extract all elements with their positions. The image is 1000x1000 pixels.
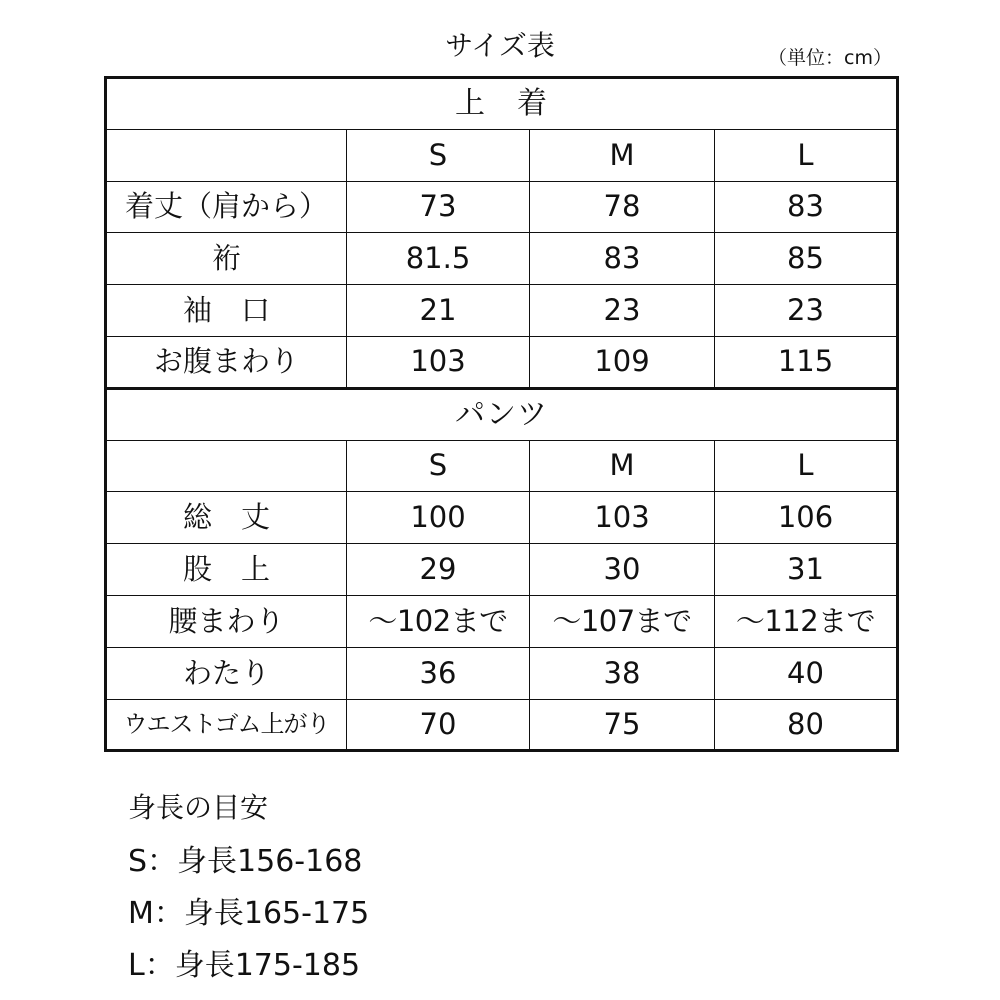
- table-cell: 109: [530, 336, 715, 388]
- table-cell: 83: [530, 233, 715, 285]
- table-cell: 21: [347, 285, 530, 337]
- table-row: [106, 595, 898, 647]
- table-row: [106, 336, 898, 388]
- table-cell: ～112まで: [715, 595, 898, 647]
- row-label-cuff: 袖 口: [106, 285, 347, 337]
- tops-corner-cell: [106, 129, 347, 181]
- page-title: サイズ表: [445, 29, 555, 62]
- tops-section-header-row: [106, 78, 898, 130]
- table-cell: 29: [347, 544, 530, 596]
- unit-note: （単位：cm）: [768, 47, 892, 69]
- table-row: [106, 544, 898, 596]
- table-cell: 83: [715, 181, 898, 233]
- pants-section-header-row: [106, 388, 898, 440]
- height-guide-line-m: M：身長165-175: [128, 896, 370, 931]
- height-guide-title: 身長の目安: [128, 791, 269, 824]
- tops-section-label: 上 着: [106, 78, 898, 130]
- table-cell: 75: [530, 699, 715, 751]
- row-label-length: 着丈（肩から）: [106, 181, 347, 233]
- tops-size-header: S: [347, 129, 530, 181]
- table-cell: 30: [530, 544, 715, 596]
- table-cell: ～107まで: [530, 595, 715, 647]
- height-guide-line-l: L：身長175-185: [128, 948, 361, 983]
- pants-size-header: M: [530, 440, 715, 492]
- table-row: [106, 647, 898, 699]
- pants-size-header: S: [347, 440, 530, 492]
- table-cell: 73: [347, 181, 530, 233]
- tops-size-header: M: [530, 129, 715, 181]
- table-cell: 38: [530, 647, 715, 699]
- table-cell: 103: [347, 336, 530, 388]
- table-row: [106, 492, 898, 544]
- table-cell: 31: [715, 544, 898, 596]
- table-cell: 106: [715, 492, 898, 544]
- height-guide-line-s: S：身長156-168: [128, 844, 363, 879]
- table-row: [106, 285, 898, 337]
- size-table: [104, 76, 899, 752]
- table-cell: 100: [347, 492, 530, 544]
- height-guide: [128, 786, 369, 992]
- table-cell: 36: [347, 647, 530, 699]
- table-row: [106, 699, 898, 751]
- table-cell: 115: [715, 336, 898, 388]
- row-label-belly: お腹まわり: [106, 336, 347, 388]
- row-label-waist: 腰まわり: [106, 595, 347, 647]
- table-row: [106, 181, 898, 233]
- table-cell: 81.5: [347, 233, 530, 285]
- tops-size-header-row: [106, 129, 898, 181]
- pants-size-header: L: [715, 440, 898, 492]
- row-label-waist-elastic: ウエストゴム上がり: [106, 699, 347, 751]
- row-label-total-length: 総 丈: [106, 492, 347, 544]
- row-label-rise: 股 上: [106, 544, 347, 596]
- table-cell: ～102まで: [347, 595, 530, 647]
- table-row: [106, 233, 898, 285]
- pants-size-header-row: [106, 440, 898, 492]
- table-cell: 78: [530, 181, 715, 233]
- table-cell: 103: [530, 492, 715, 544]
- row-label-yuki: 裄: [106, 233, 347, 285]
- table-cell: 70: [347, 699, 530, 751]
- row-label-thigh: わたり: [106, 647, 347, 699]
- pants-corner-cell: [106, 440, 347, 492]
- table-cell: 40: [715, 647, 898, 699]
- table-cell: 23: [715, 285, 898, 337]
- tops-size-header: L: [715, 129, 898, 181]
- table-cell: 80: [715, 699, 898, 751]
- table-cell: 23: [530, 285, 715, 337]
- pants-section-label: パンツ: [106, 388, 898, 440]
- table-cell: 85: [715, 233, 898, 285]
